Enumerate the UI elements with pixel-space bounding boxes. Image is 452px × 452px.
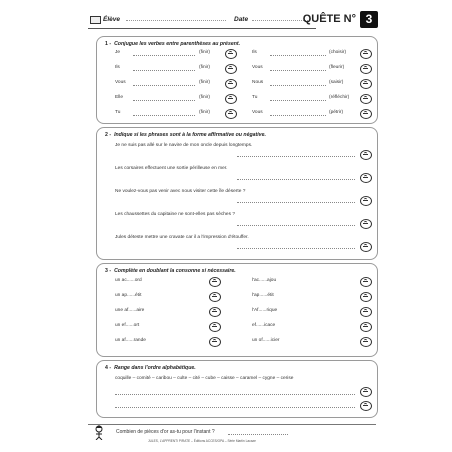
pen-check-icon[interactable]: [209, 307, 221, 317]
pronoun-label: Tu: [252, 95, 258, 100]
sentence: Jules déteste mettre une cravate car il a l'impression d'étouffer.: [115, 235, 249, 240]
pirate-mascot-icon: [93, 425, 105, 440]
answer-field[interactable]: [270, 100, 326, 101]
pronoun-label: Tu: [115, 110, 121, 115]
pen-check-icon[interactable]: [360, 64, 372, 74]
verb-hint: (finir): [199, 95, 210, 100]
pen-check-icon[interactable]: [209, 277, 221, 287]
answer-field[interactable]: [237, 225, 355, 226]
answer-field[interactable]: [270, 85, 326, 86]
word-left: un ef......ort: [115, 323, 140, 328]
pen-check-icon[interactable]: [225, 64, 237, 74]
pen-check-icon[interactable]: [360, 322, 372, 332]
pen-check-icon[interactable]: [209, 292, 221, 302]
section1-title: 1 - Conjugue les verbes entre parenthèses au présent.: [105, 41, 241, 47]
pen-check-icon[interactable]: [360, 219, 372, 229]
verb-hint: (finir): [199, 50, 210, 55]
page-footer: [88, 424, 376, 447]
word-right: l'ap......étit: [252, 293, 274, 298]
word-right: l'Af......rique: [252, 308, 278, 313]
date-field[interactable]: [252, 20, 310, 21]
sentence: Ne voulez-vous pas venir avec nous visiter cette île déserte ?: [115, 189, 246, 194]
pronoun-label: Vous: [115, 80, 126, 85]
word-right: un of......icier: [252, 338, 280, 343]
pen-check-icon[interactable]: [209, 322, 221, 332]
answer-line-2[interactable]: [115, 407, 355, 408]
section3-title: 3 - Complète en doublant la consonne si nécessaire.: [105, 268, 236, 274]
section-ordre-alphabetique: [96, 360, 378, 418]
pronoun-label: Ils: [115, 65, 120, 70]
pen-check-icon[interactable]: [360, 94, 372, 104]
answer-field[interactable]: [237, 156, 355, 157]
section-forme-phrases: [96, 127, 378, 260]
quete-label: QUÊTE N°: [302, 13, 356, 25]
verb-hint: (fleurir): [329, 65, 345, 70]
pronoun-label: Ils: [252, 50, 257, 55]
answer-field[interactable]: [133, 70, 195, 71]
eleve-label: Élève: [103, 16, 120, 23]
word-right: l'ac......ajou: [252, 278, 277, 283]
pen-check-icon[interactable]: [360, 196, 372, 206]
verb-hint: (saisir): [329, 80, 344, 85]
answer-field[interactable]: [237, 179, 355, 180]
verb-hint: (réfléchir): [329, 95, 350, 100]
page-header: [88, 10, 378, 30]
word-left: un af......rande: [115, 338, 146, 343]
footer-credit: JULES, L'APPRENTI PIRATE – Éditions ACCES/OPA – Série Martin Lacaze: [148, 439, 256, 443]
pen-check-icon[interactable]: [360, 387, 372, 397]
footer-question: Combien de pièces d'or as-tu pour l'instant ?: [116, 429, 215, 435]
pen-check-icon[interactable]: [360, 401, 372, 411]
section4-title: 4 - Range dans l'ordre alphabétique.: [105, 365, 196, 371]
eleve-field[interactable]: [126, 20, 226, 21]
quete-number-badge: 3: [360, 11, 378, 28]
verb-hint: (finir): [199, 110, 210, 115]
answer-field[interactable]: [133, 85, 195, 86]
answer-field[interactable]: [270, 115, 326, 116]
section-conjugaison: [96, 36, 378, 124]
sentence: Je ne suis pas allé sur le navire de mon oncle depuis longtemps.: [115, 143, 253, 148]
pen-check-icon[interactable]: [360, 292, 372, 302]
verb-hint: (pétrir): [329, 110, 344, 115]
pronoun-label: Je: [115, 50, 121, 55]
answer-field[interactable]: [270, 70, 326, 71]
pronoun-label: Elle: [115, 95, 123, 100]
pen-check-icon[interactable]: [225, 49, 237, 59]
pronoun-label: Vous: [252, 110, 263, 115]
footer-answer-field[interactable]: [228, 434, 288, 435]
pen-check-icon[interactable]: [225, 109, 237, 119]
pen-check-icon[interactable]: [360, 173, 372, 183]
word-left: un ap......étit: [115, 293, 142, 298]
pencil-icon: [90, 16, 101, 24]
word-left: une af......aire: [115, 308, 145, 313]
section2-title: 2 - Indique si les phrases sont à la forme affirmative ou négative.: [105, 132, 266, 138]
pen-check-icon[interactable]: [360, 79, 372, 89]
answer-field[interactable]: [133, 100, 195, 101]
pen-check-icon[interactable]: [360, 307, 372, 317]
pen-check-icon[interactable]: [360, 150, 372, 160]
answer-line-1[interactable]: [115, 394, 355, 395]
verb-hint: (finir): [199, 65, 210, 70]
answer-field[interactable]: [133, 115, 195, 116]
answer-field[interactable]: [270, 55, 326, 56]
answer-field[interactable]: [237, 202, 355, 203]
word-right: ef......icace: [252, 323, 276, 328]
word-left: un ac......ord: [115, 278, 142, 283]
answer-field[interactable]: [133, 55, 195, 56]
word-list: coquille – comité – caribou – culte – cité – cube – caisse – caramel – cygne – cerise: [115, 376, 294, 381]
verb-hint: (choisir): [329, 50, 347, 55]
section-consonnes: [96, 263, 378, 357]
verb-hint: (finir): [199, 80, 210, 85]
sentence: Les chaussettes du capitaine ne sont-elles pas sèches ?: [115, 212, 235, 217]
sentence: Les corsaires effectuent une sortie périlleuse en mer.: [115, 166, 228, 171]
pen-check-icon[interactable]: [360, 49, 372, 59]
pen-check-icon[interactable]: [360, 109, 372, 119]
pen-check-icon[interactable]: [360, 277, 372, 287]
pronoun-label: Nous: [252, 80, 264, 85]
pen-check-icon[interactable]: [360, 242, 372, 252]
pen-check-icon[interactable]: [360, 337, 372, 347]
header-rule: [88, 28, 316, 29]
pronoun-label: Vous: [252, 65, 263, 70]
answer-field[interactable]: [237, 248, 355, 249]
date-label: Date: [234, 16, 249, 23]
pen-check-icon[interactable]: [225, 79, 237, 89]
pen-check-icon[interactable]: [225, 94, 237, 104]
pen-check-icon[interactable]: [209, 337, 221, 347]
